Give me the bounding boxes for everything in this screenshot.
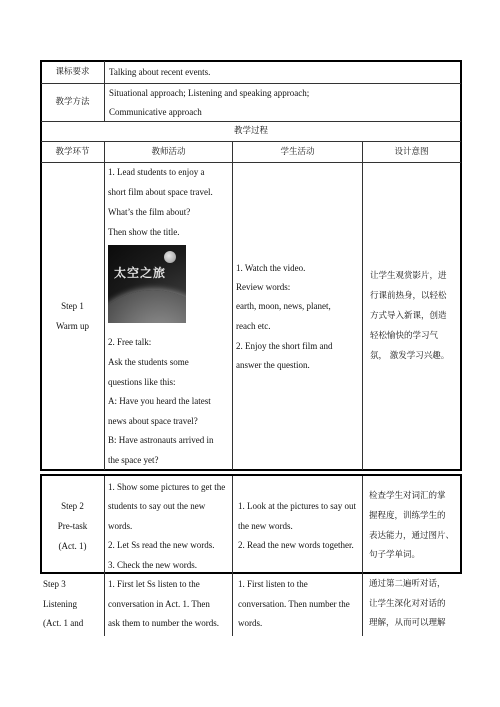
text-line: 2. Read the new words together.	[238, 540, 354, 550]
text-line: earth, moon, news, planet,	[236, 301, 331, 311]
text-line: 1. First listen to the	[238, 579, 308, 589]
header-student: 学生活动	[280, 147, 315, 157]
text-line: news about space travel?	[108, 416, 198, 426]
header-teacher: 教师活动	[151, 147, 186, 157]
text-line: words.	[238, 618, 263, 628]
text-line: A: Have you heard the latest	[108, 396, 211, 406]
col-divider	[104, 476, 105, 636]
text-line: 1. Watch the video.	[236, 263, 306, 273]
text-line: ask them to number the words.	[108, 618, 219, 628]
text-line: conversation. Then number the	[238, 599, 350, 609]
requirements-label: 课标要求	[55, 67, 90, 77]
text-line: questions like this:	[108, 377, 176, 387]
text-line: 方式导入新课，创造	[370, 311, 447, 321]
text-line: Step 3	[43, 579, 66, 589]
text-line: 握程度，训练学生的	[369, 511, 446, 521]
text-line: the space yet?	[108, 455, 159, 465]
text-line: answer the question.	[236, 360, 310, 370]
space-travel-film-image	[108, 245, 186, 323]
col-divider	[104, 61, 105, 122]
text-line: the new words.	[238, 521, 293, 531]
film-title-image-text: 太空之旅	[114, 266, 167, 280]
text-line: 让学生深化对对话的	[369, 599, 446, 609]
col-divider	[362, 476, 363, 636]
requirements-value: Talking about recent events.	[109, 67, 211, 77]
methods-label: 教学方法	[55, 97, 90, 107]
header-stage: 教学环节	[55, 147, 90, 157]
text-line: Review words:	[236, 282, 291, 292]
moon-graphic	[164, 251, 176, 263]
header-intent: 设计意图	[394, 147, 429, 157]
text-line: reach etc.	[236, 321, 271, 331]
text-line: conversation in Act. 1. Then	[108, 599, 210, 609]
text-line: 1. Show some pictures to get the	[108, 482, 226, 492]
text-line: words.	[108, 521, 133, 531]
text-line: 通过第二遍听对话，	[369, 579, 446, 589]
planet-graphic	[108, 290, 186, 323]
text-line: 2. Free talk:	[108, 337, 152, 347]
text-line: B: Have astronauts arrived in	[108, 435, 214, 445]
table-border-right	[460, 474, 462, 574]
text-line: 2. Let Ss read the new words.	[108, 540, 215, 550]
text-line: What’s the film about?	[108, 207, 191, 217]
text-line: students to say out the new	[108, 501, 206, 511]
text-line: 1. Look at the pictures to say out	[238, 501, 356, 511]
text-line: Then show the title.	[108, 227, 180, 237]
text-line: 理解，从而可以理解	[369, 618, 446, 628]
text-line: 2. Enjoy the short film and	[236, 341, 333, 351]
step2-name-1: Step 2	[61, 501, 84, 511]
text-line: 氛， 激发学习兴趣。	[370, 351, 450, 361]
text-line: 句子学单词。	[369, 550, 421, 560]
text-line: 3. Check the new words.	[108, 560, 197, 570]
process-title: 教学过程	[233, 126, 268, 136]
step2-name-2: Pre-task	[57, 521, 88, 531]
methods-line-1: Situational approach; Listening and speaking approach;	[109, 88, 310, 98]
text-line: (Act. 1 and	[43, 618, 84, 628]
methods-line-2: Communicative approach	[109, 107, 202, 117]
text-line: 行课前热身，以轻松	[370, 291, 447, 301]
text-line: 1. Lead students to enjoy a	[108, 167, 205, 177]
text-line: 检查学生对词汇的掌	[369, 491, 446, 501]
text-line: Ask the students some	[108, 357, 189, 367]
text-line: 让学生观赏影片，进	[370, 271, 447, 281]
col-divider	[232, 142, 233, 470]
text-line: short film about space travel.	[108, 187, 213, 197]
text-line: 轻松愉快的学习气	[370, 331, 439, 341]
step1-name-2: Warm up	[55, 321, 90, 331]
col-divider	[104, 142, 105, 470]
col-divider	[232, 476, 233, 636]
text-line: 表达能力，通过图片、	[369, 531, 455, 541]
step2-name-3: (Act. 1)	[58, 541, 87, 551]
col-divider	[362, 142, 363, 470]
text-line: 1. First let Ss listen to the	[108, 579, 200, 589]
text-line: Listening	[43, 599, 77, 609]
step1-name-1: Step 1	[61, 301, 84, 311]
